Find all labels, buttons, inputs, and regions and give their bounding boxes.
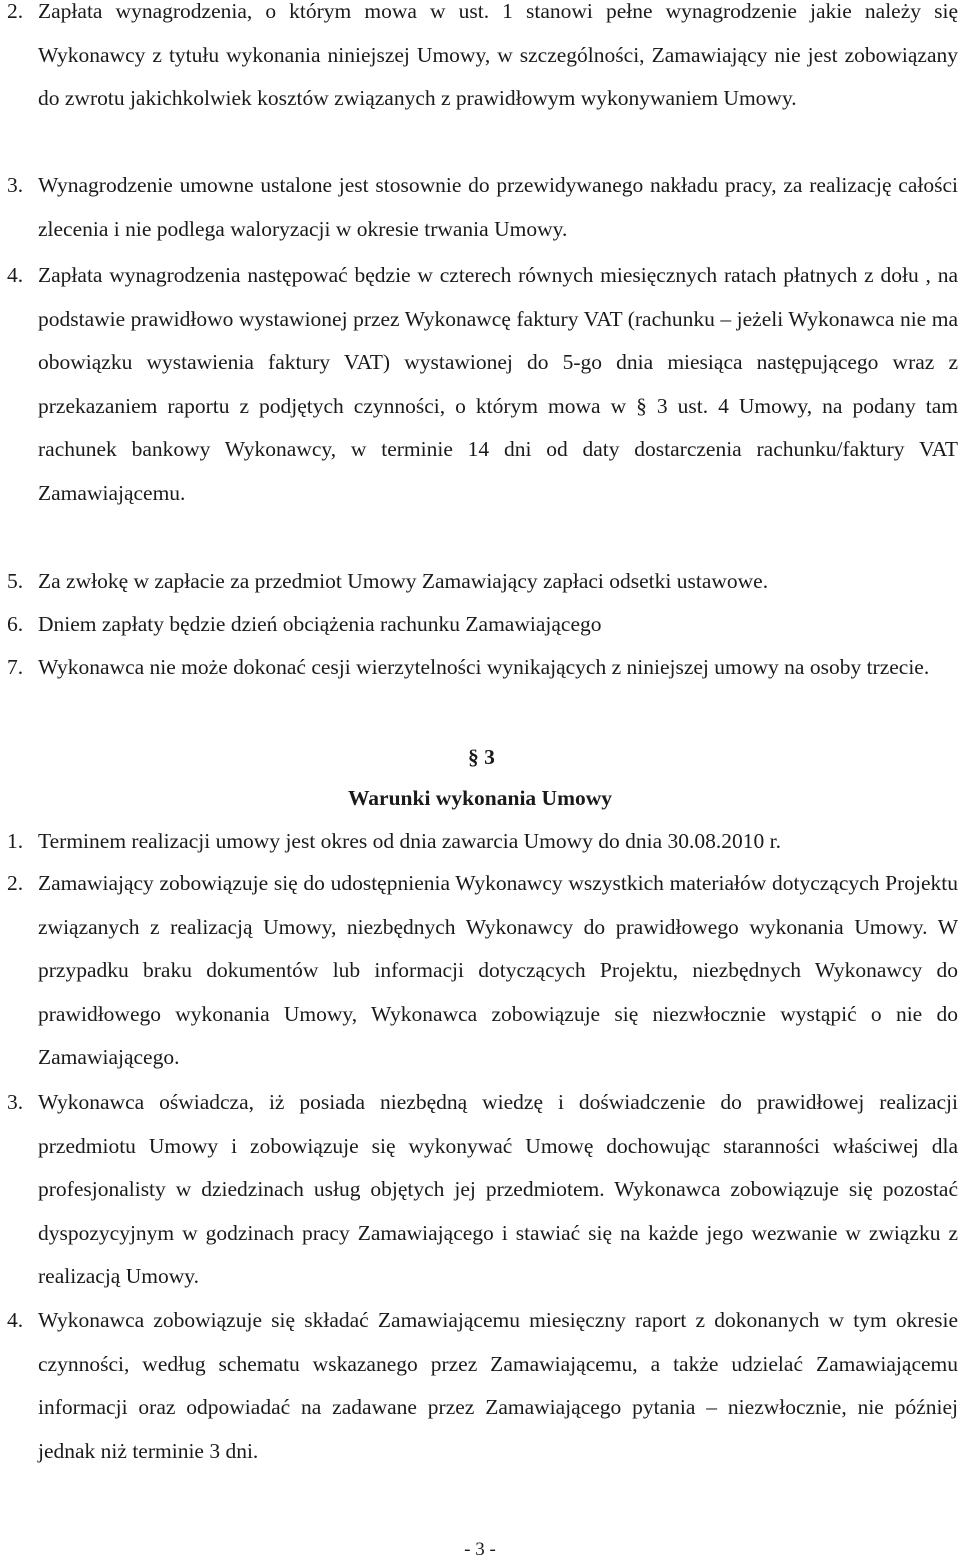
payment-item-3 [0, 164, 958, 251]
item-text: Zapłata wynagrodzenia następować będzie w czterech równych miesięcznych ratach płatnych z dołu , na podstawie prawidłowo wystawionej przez Wykonawcę faktury VAT (rachunku – jeżeli Wykonawca nie ma obowiązku wystawienia faktury VAT) wystawionej do 5-go dnia miesiąca następującego wraz z przekazaniem raportu z podjętych czynności, o którym mowa w § 3 ust. 4 Umowy, na podany tam rachunek bankowy Wykonawcy, w terminie 14 dni od daty dostarczenia rachunku/faktury VAT Zamawiającemu. [38, 263, 958, 505]
item-text: Za zwłokę w zapłacie za przedmiot Umowy Zamawiający zapłaci odsetki ustawowe. [38, 569, 769, 593]
item-number: 4. [7, 263, 24, 287]
item-number: 5. [7, 569, 24, 593]
item-text: Wykonawca zobowiązuje się składać Zamawiającemu miesięczny raport z dokonanych w tym okresie czynności, według schematu wskazanego przez Zamawiającemu, a także udzielać Zamawiającemu informacji oraz odpowiadać na zadawane przez Zamawiającego pytania – niezwłocznie, nie później jednak niż terminie 3 dni. [38, 1308, 958, 1463]
item-text: Zapłata wynagrodzenia, o którym mowa w ust. 1 stanowi pełne wynagrodzenie jakie należy się Wykonawcy z tytułu wykonania niniejszej Umowy, w szczególności, Zamawiający nie jest zobowiązany do zwrotu jakichkolwiek kosztów związanych z prawidłowym wykonywaniem Umowy. [38, 0, 958, 110]
item-text: Zamawiający zobowiązuje się do udostępnienia Wykonawcy wszystkich materiałów dotyczących Projektu związanych z realizacją Umowy, niezbędnych Wykonawcy do prawidłowego wykonania Umowy. W przypadku braku dokumentów lub informacji dotyczących Projektu, niezbędnych Wykonawcy do prawidłowego wykonania Umowy, Wykonawca zobowiązuje się niezwłocznie wystąpić o nie do Zamawiającego. [38, 871, 958, 1069]
item-number: 6. [7, 612, 24, 636]
section-item-2 [0, 862, 958, 1080]
item-number: 2. [7, 871, 24, 895]
item-number: 3. [7, 173, 24, 197]
page-number: - 3 - [464, 1539, 496, 1560]
item-number: 4. [7, 1308, 24, 1332]
item-number: 3. [7, 1090, 24, 1114]
item-number: 1. [7, 829, 24, 853]
section-mark: § 3 [468, 745, 495, 769]
item-text: Wykonawca oświadcza, iż posiada niezbędną wiedzę i doświadczenie do prawidłowej realizacji przedmiotu Umowy i zobowiązuje się wykonywać Umowę dochowując staranności właściwej dla profesjonalisty w dziedzinach usług objętych jej przedmiotem. Wykonawca zobowiązuje się pozostać dyspozycyjnym w godzinach pracy Zamawiającego i stawiać się na każde jego wezwanie w związku z realizacją Umowy. [38, 1090, 958, 1288]
item-text: Dniem zapłaty będzie dzień obciążenia rachunku Zamawiającego [38, 612, 602, 636]
item-text: Terminem realizacji umowy jest okres od dnia zawarcia Umowy do dnia 30.08.2010 r. [38, 829, 782, 853]
payment-item-6 [0, 603, 958, 647]
item-text: Wynagrodzenie umowne ustalone jest stosownie do przewidywanego nakładu pracy, za realizację całości zlecenia i nie podlega waloryzacji w okresie trwania Umowy. [38, 173, 958, 241]
section-item-4 [0, 1299, 958, 1473]
payment-item-2 [0, 0, 958, 121]
section-item-1 [0, 820, 958, 864]
section-item-3 [0, 1081, 958, 1299]
item-number: 2. [7, 0, 24, 23]
payment-item-5 [0, 560, 958, 604]
item-text: Wykonawca nie może dokonać cesji wierzytelności wynikających z niniejszej umowy na osoby trzecie. [38, 655, 930, 679]
payment-item-7 [0, 646, 958, 690]
item-number: 7. [7, 655, 24, 679]
payment-item-4 [0, 254, 958, 515]
section-title: Warunki wykonania Umowy [347, 786, 613, 810]
